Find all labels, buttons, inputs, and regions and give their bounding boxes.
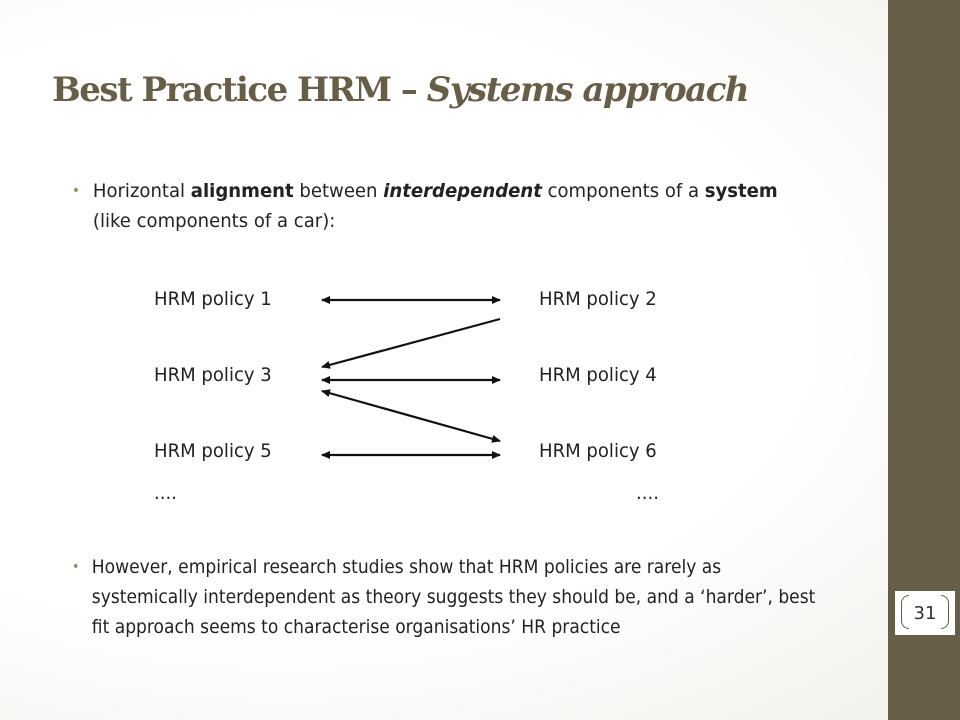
page-number: 31 <box>913 602 937 624</box>
right-bracket-icon <box>941 595 949 629</box>
bullet-dot-icon: • <box>72 559 80 575</box>
bullet-research <box>72 552 828 642</box>
ellipsis-left: .... <box>154 482 177 504</box>
page-number-badge <box>895 591 955 635</box>
left-bracket-icon <box>901 595 909 629</box>
arrow-3-6 <box>322 391 500 441</box>
policy-3: HRM policy 3 <box>154 364 272 386</box>
bullet-text: However, empirical research studies show that HRM policies are rarely as systemically interdependent as theory suggests they should be, and a ‘harder’, best fit approach seems to characterise organisations’ HR practice <box>91 556 816 638</box>
title-italic: Systems approach <box>426 70 749 110</box>
text-run: (like components of a car): <box>92 210 336 232</box>
policy-2: HRM policy 2 <box>539 288 657 310</box>
arrow-2-3 <box>322 319 500 367</box>
ellipsis-right: .... <box>636 482 659 504</box>
title-main: Best Practice HRM – <box>52 70 427 110</box>
text-run: between <box>293 180 384 202</box>
policy-4: HRM policy 4 <box>539 364 657 386</box>
bold-alignment: alignment <box>190 180 294 202</box>
bold-system: system <box>704 180 778 202</box>
policy-1: HRM policy 1 <box>154 288 272 310</box>
text-run: Horizontal <box>92 180 191 202</box>
bullet-dot-icon: • <box>72 183 80 199</box>
policy-6: HRM policy 6 <box>539 440 657 462</box>
text-run: components of a <box>541 180 705 202</box>
policy-5: HRM policy 5 <box>154 440 272 462</box>
bold-italic-interdependent: interdependent <box>383 180 542 202</box>
